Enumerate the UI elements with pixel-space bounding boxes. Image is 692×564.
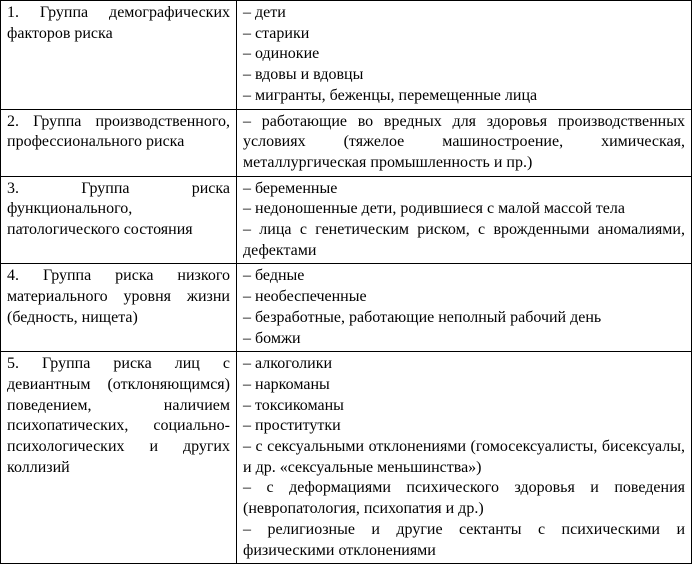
list-item: – с деформациями психического здоровья и поведения (невропатология, психопатия и др.) [243, 479, 685, 518]
table-row [1, 264, 692, 352]
list-item: – дети [243, 4, 286, 21]
list-item: – мигранты, беженцы, перемещенные лица [243, 86, 538, 104]
group-cell: 4. Группа риска низкого материального уровня жизни (бедность, нищета) [1, 264, 237, 352]
group-cell: 3. Группа риска функционального, патологического состояния [1, 176, 237, 264]
list-item: – токсикоманы [243, 396, 344, 414]
table-row [1, 352, 692, 564]
group-cell: 2. Группа производственного, профессионального риска [1, 109, 237, 176]
table-row [1, 176, 692, 264]
list-item: – вдовы и вдовцы [243, 66, 364, 84]
list-item: – старики [243, 24, 310, 42]
group-cell: 1. Группа демографических факторов риска [1, 1, 237, 110]
list-item: – одинокие [243, 45, 320, 63]
table-row [1, 109, 692, 176]
items-cell [237, 109, 692, 176]
list-item: – бедные [243, 267, 305, 285]
table-row [1, 1, 692, 110]
list-item: – с сексуальными отклонениями (гомосексуалисты, бисексуалы, и др. «сексуальные меньшинства») [243, 438, 685, 476]
list-item: – недоношенные дети, родившиеся с малой массой тела [243, 200, 625, 218]
list-item: – бомжи [243, 329, 301, 347]
list-item: – работающие во вредных для здоровья производственных условиях (тяжелое машиностроение, химическая, металлургическая промышленность и пр.) [243, 112, 685, 171]
group-cell: 5. Группа риска лиц с девиантным (отклоняющимся) поведением, наличием психопатических, социально-психологических и других коллизий [1, 352, 237, 564]
list-item: – проститутки [243, 417, 341, 435]
items-cell [237, 264, 692, 352]
list-item: – беременные [243, 179, 338, 197]
list-item: – алкоголики [243, 355, 333, 373]
list-item: – религиозные и другие сектанты с психическими и физическими отклонениями [243, 520, 685, 559]
list-item: – необеспеченные [243, 288, 367, 306]
list-item: – лица с генетическим риском, с врожденными аномалиями, дефектами [243, 221, 685, 259]
items-cell [237, 352, 692, 564]
list-item: – наркоманы [243, 375, 330, 393]
items-cell [237, 1, 692, 110]
list-item: – безработные, работающие неполный рабочий день [243, 308, 602, 326]
items-cell [237, 176, 692, 264]
